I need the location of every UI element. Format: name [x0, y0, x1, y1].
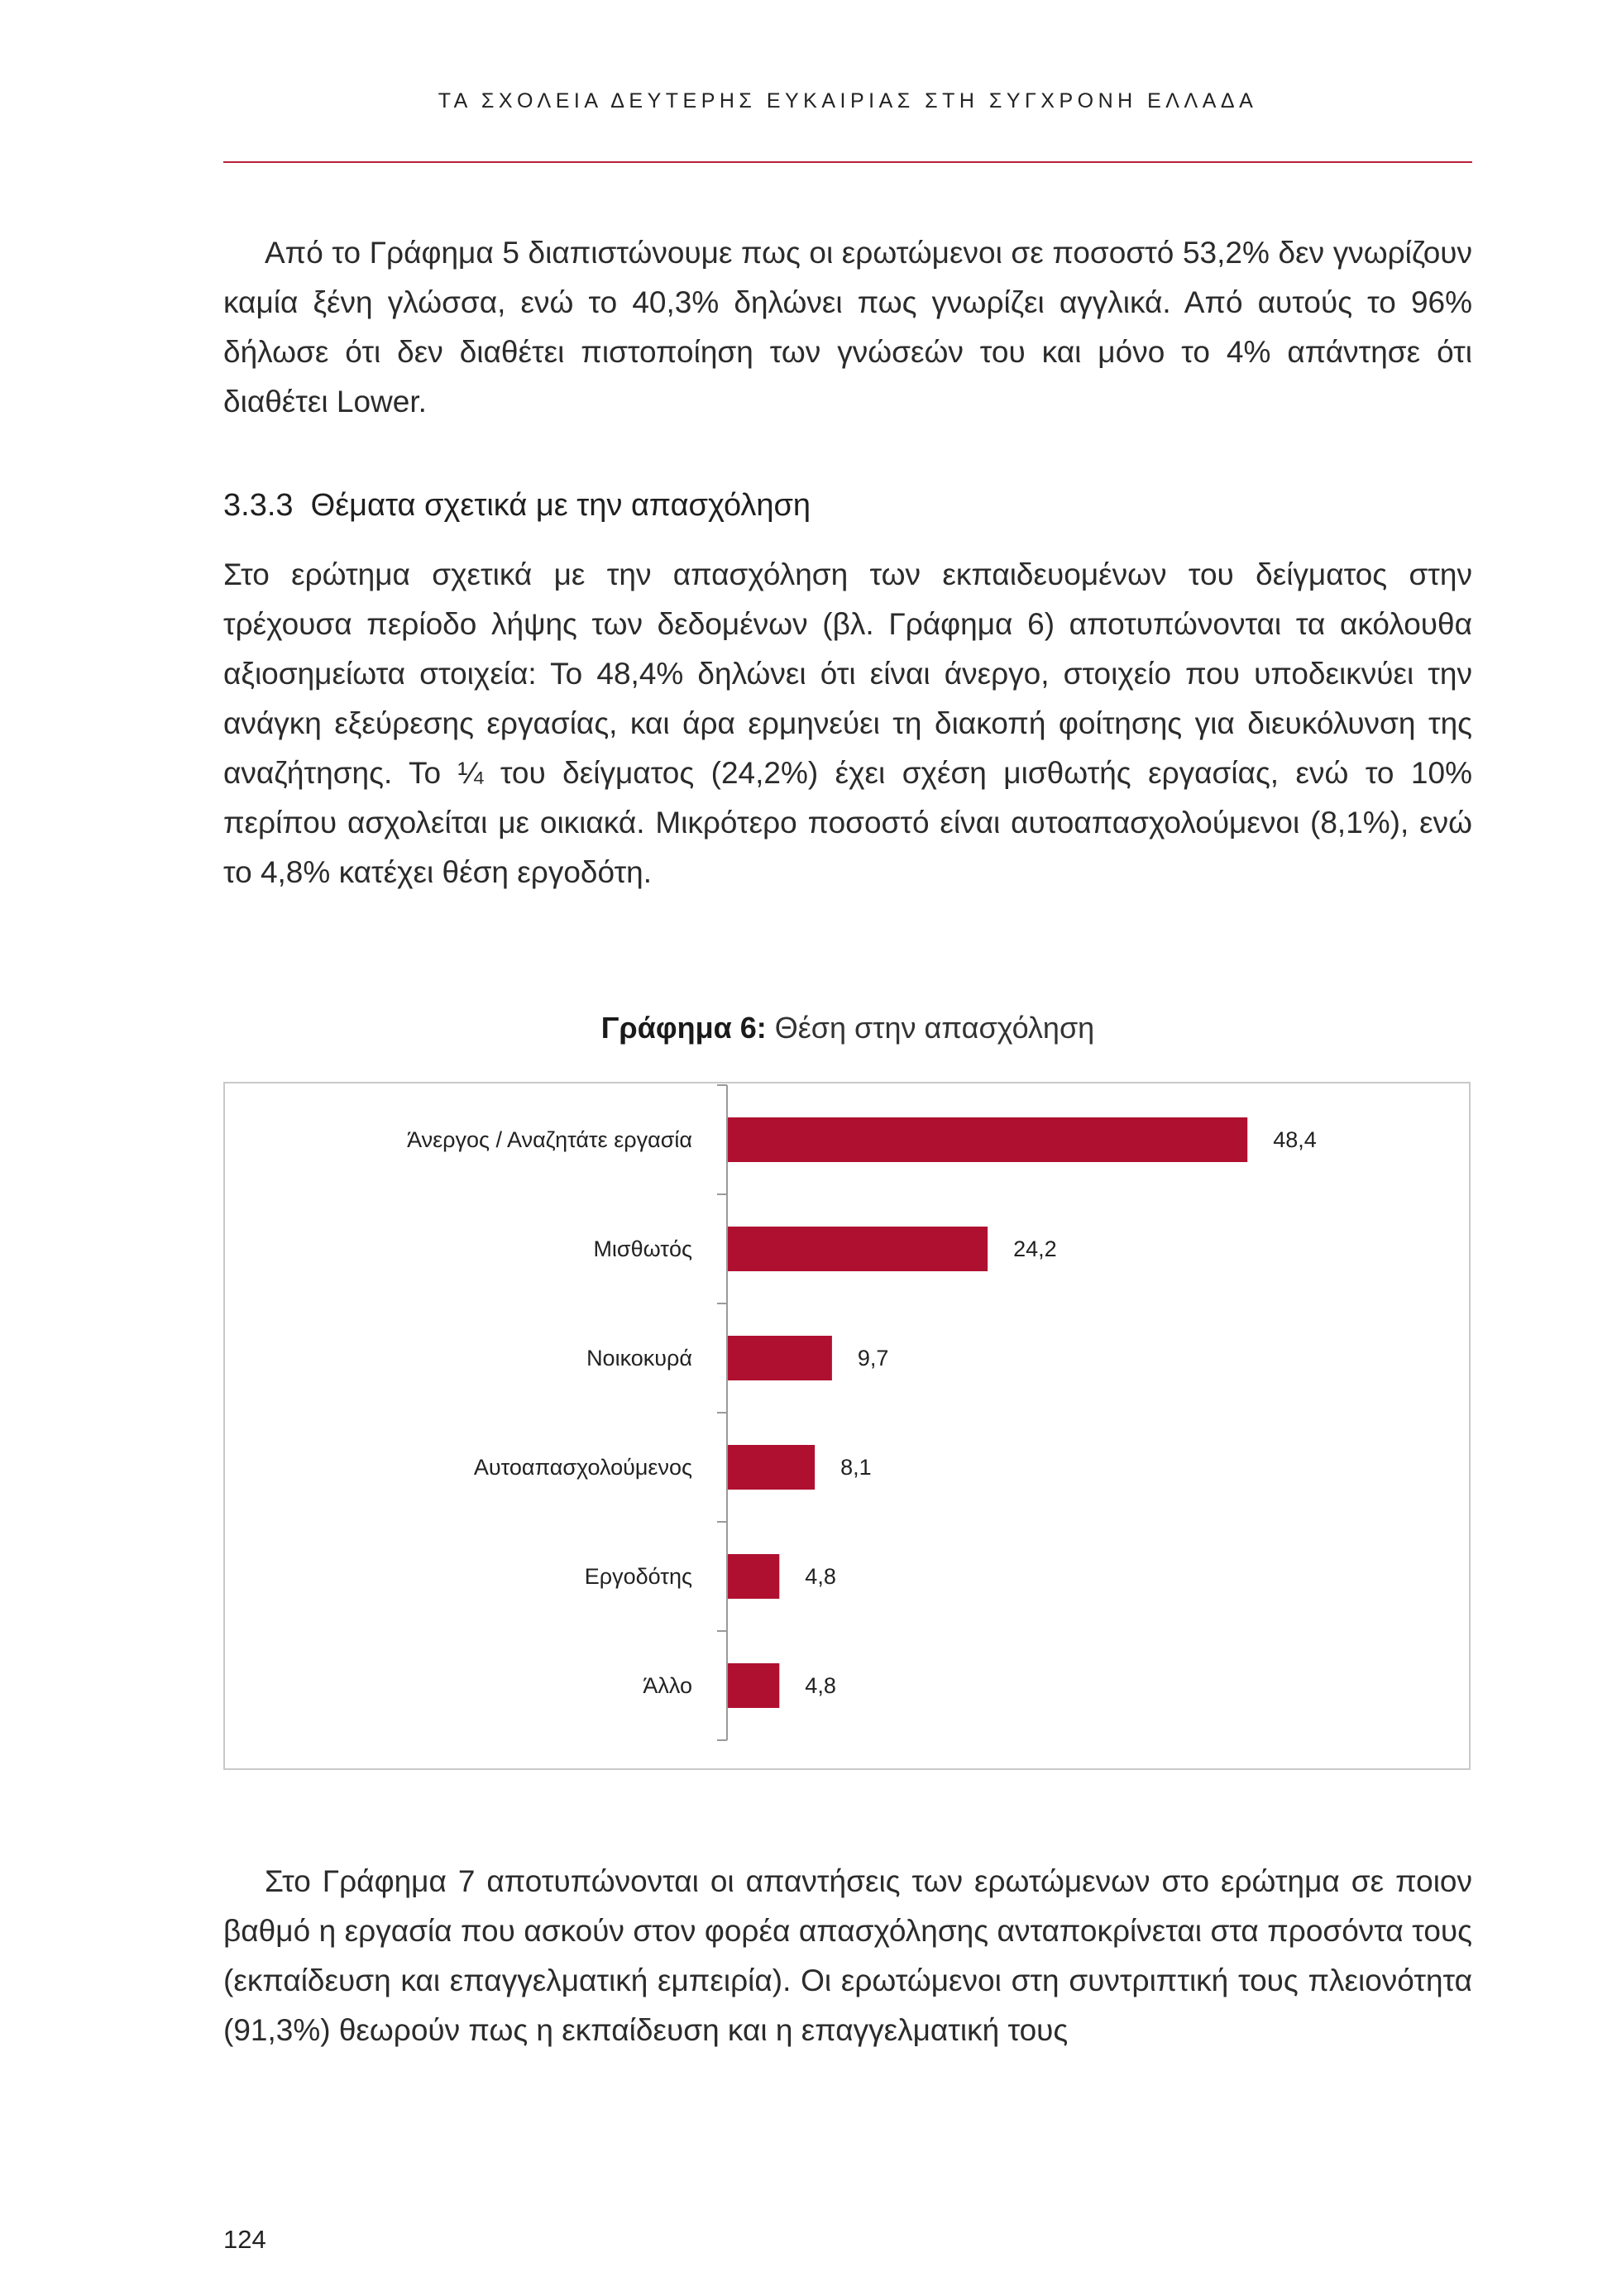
data-label: 4,8 [805, 1673, 836, 1698]
category-label: Αυτοαπασχολούμενος [473, 1455, 692, 1480]
bar [728, 1117, 1247, 1162]
paragraph-2: Στο ερώτημα σχετικά με την απασχόληση των εκπαιδευομένων του δείγματος στην τρέχουσα περίοδο λήψης των δεδομένων (βλ. Γράφημα 6) αποτυπώνονται τα ακόλουθα αξιοσημείωτα στοιχεία: Το 48,4% δηλώνει ότι είναι άνεργο, στοιχείο που υποδεικνύει την ανάγκη εξεύρεσης εργασίας, και άρα ερμηνεύει τη διακοπή φοίτησης για διευκόλυνση της αναζήτησης. Το ¼ του δείγματος (24,2%) έχει σχέση μισθωτής εργασίας, ενώ το 10% περίπου ασχολείται με οικιακά. Μικρότερο ποσοστό είναι αυτοαπασχολούμενοι (8,1%), ενώ το 4,8% κατέχει θέση εργοδότη. [223, 557, 1472, 889]
bar [728, 1554, 779, 1599]
paragraph-3: Στο Γράφημα 7 αποτυπώνονται οι απαντήσεις των ερωτώμενων στο ερώτημα σε ποιον βαθμό η εργασία που ασκούν στον φορέα απασχόλησης ανταποκρίνεται στα προσόντα τους (εκπαίδευση και επαγγελματική εμπειρία). Οι ερωτώμενοι στη συντριπτική τους πλειονότητα (91,3%) θεωρούν πως η εκπαίδευση και η επαγγελματική τους [223, 1864, 1472, 2047]
chart-frame [223, 1082, 1471, 1770]
header-rule [223, 161, 1472, 163]
bar [728, 1445, 815, 1490]
category-label: Άλλο [643, 1673, 692, 1698]
bar [728, 1336, 832, 1380]
data-label: 24,2 [1013, 1236, 1057, 1261]
chart-caption-text: Θέση στην απασχόληση [766, 1011, 1095, 1045]
data-label: 48,4 [1273, 1127, 1317, 1152]
category-label: Εργοδότης [584, 1564, 692, 1589]
category-label: Άνεργος / Αναζητάτε εργασία [407, 1127, 692, 1152]
chart-caption [223, 1011, 1472, 1045]
category-label: Νοικοκυρά [586, 1346, 692, 1370]
running-header: ΤΑ ΣΧΟΛΕΙΑ ΔΕΥΤΕΡΗΣ ΕΥΚΑΙΡΙΑΣ ΣΤΗ ΣΥΓΧΡΟΝΗ ΕΛΛΑΔΑ [438, 89, 1258, 112]
bar [728, 1227, 988, 1271]
data-label: 8,1 [840, 1455, 872, 1480]
data-label: 4,8 [805, 1564, 836, 1589]
section-heading: 3.3.3 Θέματα σχετικά με την απασχόληση [223, 488, 811, 523]
chart-caption-label: Γράφημα 6: [600, 1011, 767, 1045]
category-label: Μισθωτός [593, 1236, 692, 1261]
data-label: 9,7 [857, 1346, 889, 1370]
page-number: 124 [223, 2225, 266, 2254]
bar [728, 1663, 779, 1708]
paragraph-1: Από το Γράφημα 5 διαπιστώνουμε πως οι ερωτώμενοι σε ποσοστό 53,2% δεν γνωρίζουν καμία ξένη γλώσσα, ενώ το 40,3% δηλώνει πως γνωρίζει αγγλικά. Από αυτούς το 96% δήλωσε ότι δεν διαθέτει πιστοποίηση των γνώσεών του και μόνο το 4% απάντησε ότι διαθέτει Lower. [223, 236, 1472, 419]
bar-chart [225, 1083, 1469, 1768]
